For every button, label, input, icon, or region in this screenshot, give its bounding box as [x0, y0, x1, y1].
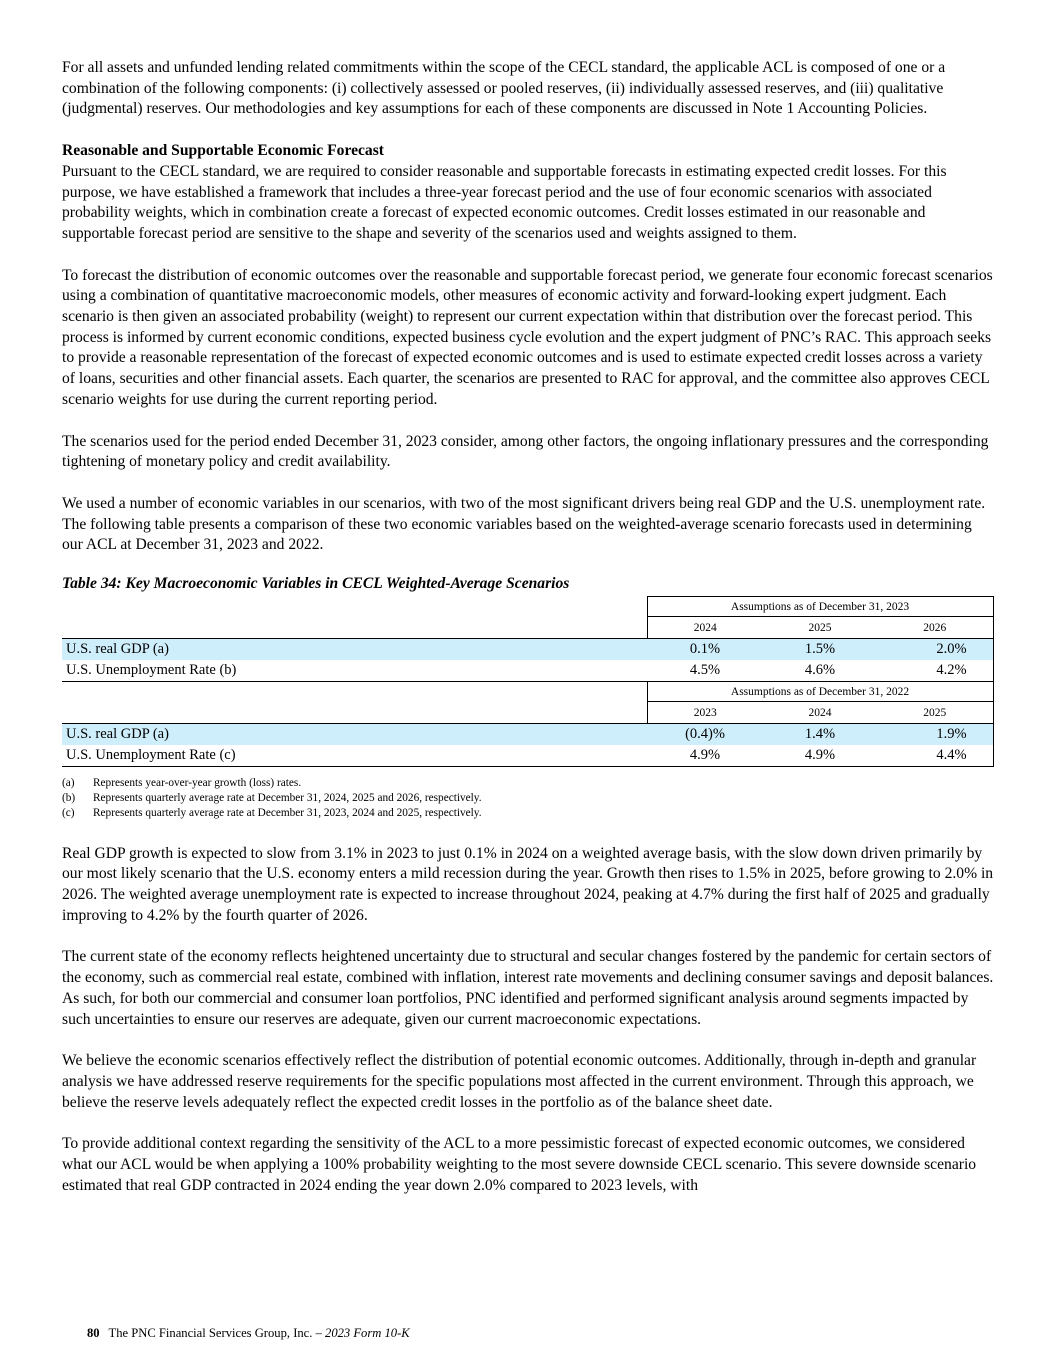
footnote-text: Represents year-over-year growth (loss) rates.	[93, 777, 302, 790]
paragraph-scenario-effectiveness: We believe the economic scenarios effectively reflect the distribution of potential economic outcomes. Additionally, through in-depth and granular analysis we have addressed reserve requirements for the specific populations most affected in the current environment. Through this approach, we believe the reserve levels adequately reflect the expected credit losses in the portfolio as of the balance sheet date.	[62, 1052, 977, 1111]
cell-value: (0.4)%	[647, 724, 763, 746]
table-footnotes	[62, 776, 994, 822]
cell-value: 0.1%	[647, 639, 763, 661]
paragraph-economic-uncertainty: The current state of the economy reflects heightened uncertainty due to structural and secular changes fostered by the pandemic for certain sectors of the economy, such as commercial real estate, combined with inflation, interest rate movements and declining consumer savings and deposit balances. As such, for both our commercial and consumer loan portfolios, PNC identified and performed significant analysis around segments impacted by such uncertainties to ensure our reserves are adequate, given our current macroeconomic expectations.	[62, 948, 994, 1028]
footnote	[62, 806, 994, 821]
cell-value: 4.6%	[763, 660, 877, 682]
paragraph-severe-downside: To provide additional context regarding the sensitivity of the ACL to a more pessimistic forecast of expected economic outcomes, we considered what our ACL would be when applying a 100% probability weighting to the most severe downside CECL scenario. This severe downside scenario estimated that real GDP contracted in 2024 ending the year down 2.0% compared to 2023 levels, with	[62, 1135, 977, 1194]
table-row	[62, 724, 993, 746]
paragraph-forecast-distribution: To forecast the distribution of economic outcomes over the reasonable and supportable forecast period, we generate four economic forecast scenarios using a combination of quantitative macroeconomic models, other measures of economic activity and forward-looking expert judgment. Each scenario is then given an associated probability (weight) to represent our current expectation within that distribution over the forecast period. This process is informed by current economic conditions, expected business cycle evolution and the expert judgment of PNC’s RAC. This approach seeks to provide a reasonable representation of the forecast of expected economic outcomes and is used to estimate expected credit losses across a variety of loans, securities and other financial assets. Each quarter, the scenarios are presented to RAC for approval, and the committee also approves CECL scenario weights for use during the current reporting period.	[62, 266, 993, 408]
page-number: 80	[87, 1326, 100, 1340]
table-row	[62, 639, 993, 661]
row-label: U.S. Unemployment Rate (b)	[62, 660, 647, 682]
footnote-text: Represents quarterly average rate at December 31, 2024, 2025 and 2026, respectively.	[93, 792, 482, 805]
cell-value: 4.9%	[647, 745, 763, 767]
cell-value: 4.9%	[763, 745, 877, 767]
year-header: 2024	[763, 702, 877, 724]
row-label: U.S. real GDP (a)	[62, 724, 647, 746]
paragraph-cecl-forecast: Pursuant to the CECL standard, we are required to consider reasonable and supportable forecasts in estimating expected credit losses. For this purpose, we have established a framework that includes a three-year forecast period and the use of four economic scenarios with associated probability weights, which in combination create a forecast of expected economic outcomes. Credit losses estimated in our reasonable and supportable forecast period are sensitive to the shape and severity of the scenarios used and weights assigned to them.	[62, 162, 947, 242]
page-body	[62, 58, 994, 1197]
macro-variables-table	[62, 596, 994, 767]
page-footer	[87, 1326, 410, 1341]
paragraph-acl-components: For all assets and unfunded lending related commitments within the scope of the CECL standard, the applicable ACL is composed of one or a combination of the following components: (i) collectively assessed or pooled reserves, (ii) individually assessed reserves, and (iii) qualitative (judgmental) reserves. Our methodologies and key assumptions for each of these components are discussed in Note 1 Accounting Policies.	[62, 59, 946, 118]
row-label: U.S. real GDP (a)	[62, 639, 647, 661]
year-header: 2024	[647, 617, 763, 639]
cell-value: 4.4%	[877, 745, 993, 767]
year-header: 2023	[647, 702, 763, 724]
paragraph-scenarios-2023: The scenarios used for the period ended December 31, 2023 consider, among other factors, the ongoing inflationary pressures and the corresponding tightening of monetary policy and credit availability.	[62, 432, 989, 471]
footnote-mark: (b)	[62, 792, 76, 805]
footnote	[62, 791, 994, 806]
cell-value: 1.4%	[763, 724, 877, 746]
paragraph-gdp-outlook: Real GDP growth is expected to slow from 3.1% in 2023 to just 0.1% in 2024 on a weighted average basis, with the slow down driven primarily by our most likely scenario that the U.S. economy enters a mild recession during the year. Growth then rises to 1.5% in 2025, before growing to 2.0% in 2026. The weighted average unemployment rate is expected to increase throughout 2024, peaking at 4.7% during the first half of 2025 and gradually improving to 4.2% by the fourth quarter of 2026.	[62, 844, 994, 924]
footnote-mark: (a)	[62, 777, 75, 790]
year-header: 2025	[763, 617, 877, 639]
table-title: Table 34: Key Macroeconomic Variables in CECL Weighted-Average Scenarios	[62, 575, 570, 593]
footnote	[62, 776, 994, 791]
footnote-mark: (c)	[62, 807, 75, 820]
paragraph-economic-variables: We used a number of economic variables in our scenarios, with two of the most significant drivers being real GDP and the U.S. unemployment rate. The following table presents a comparison of these two economic variables based on the weighted-average scenario forecasts used in determining our ACL at December 31, 2023 and 2022.	[62, 494, 986, 554]
section-heading: Reasonable and Supportable Economic Forecast	[62, 142, 384, 160]
footnote-text: Represents quarterly average rate at December 31, 2023, 2024 and 2025, respectively.	[93, 807, 482, 820]
cell-value: 2.0%	[877, 639, 993, 661]
header-assumptions-2022: Assumptions as of December 31, 2022	[647, 682, 993, 702]
year-header: 2026	[877, 617, 993, 639]
year-header: 2025	[877, 702, 993, 724]
row-label: U.S. Unemployment Rate (c)	[62, 745, 647, 767]
header-assumptions-2023: Assumptions as of December 31, 2023	[647, 597, 993, 617]
footer-company: The PNC Financial Services Group, Inc. –	[108, 1326, 322, 1340]
table-row	[62, 660, 993, 682]
cell-value: 4.5%	[647, 660, 763, 682]
footer-form: 2023 Form 10-K	[325, 1326, 410, 1340]
table-row	[62, 745, 993, 767]
cell-value: 4.2%	[877, 660, 993, 682]
cell-value: 1.9%	[877, 724, 993, 746]
cell-value: 1.5%	[763, 639, 877, 661]
